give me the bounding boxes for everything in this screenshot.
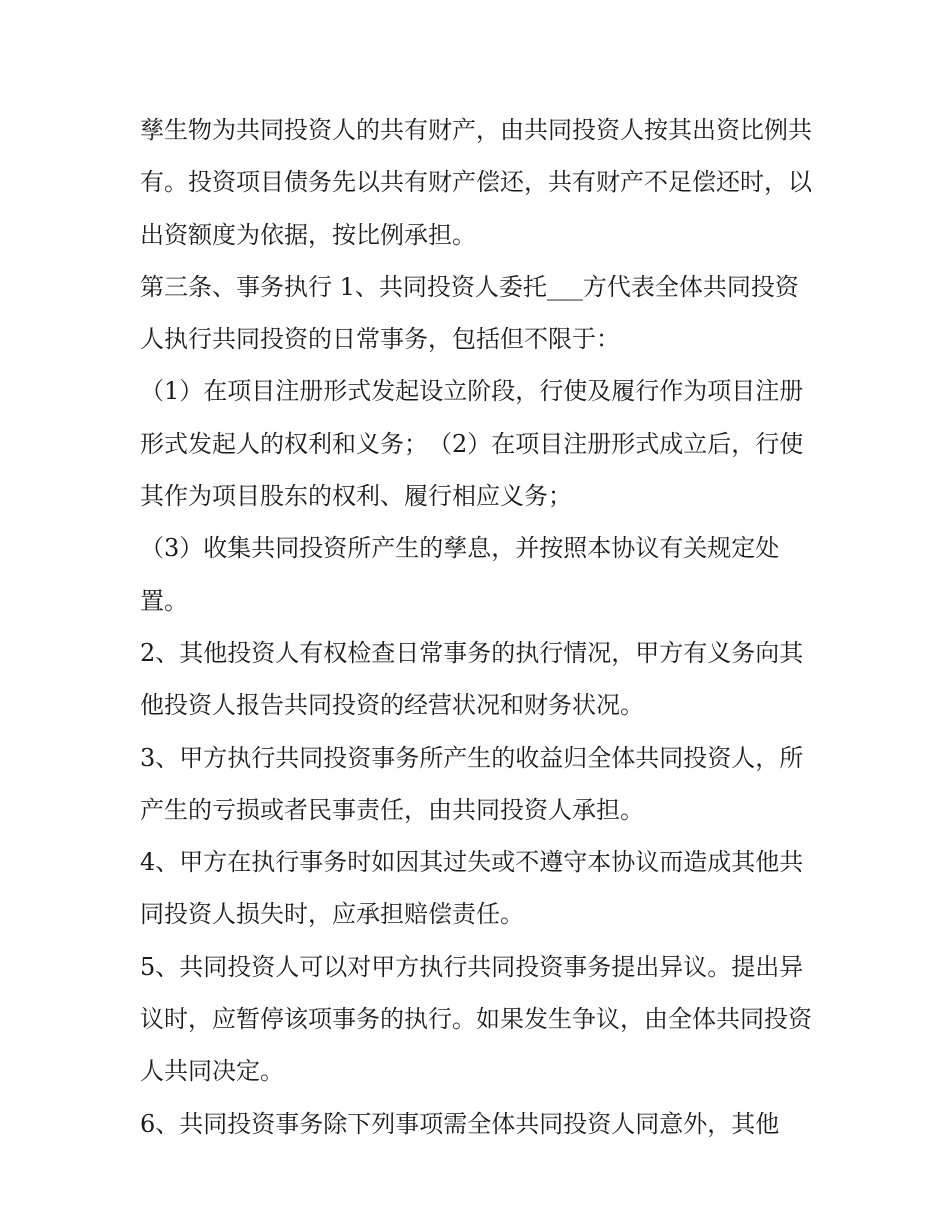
paragraph-clause-4: 4、甲方在执行事务时如因其过失或不遵守本协议而造成其他共同投资人损失时，应承担赔偿责任。 <box>140 848 804 929</box>
paragraph-clause-5: 5、共同投资人可以对甲方执行共同投资事务提出异议。提出异议时，应暂停该项事务的执行。如果发生争议，由全体共同投资人共同决定。 <box>140 952 812 1086</box>
paragraph-clause-6: 6、共同投资事务除下列事项需全体共同投资人同意外，其他 <box>140 1109 780 1138</box>
paragraph-article-three: 第三条、事务执行 1、共同投资人委托___方代表全体共同投资人执行共同投资的日常事务，包括但不限于： <box>140 272 799 354</box>
paragraph-items-1-2: （1）在项目注册形式发起设立阶段，行使及履行作为项目注册形式发起人的权利和义务； （2）在项目注册形式成立后，行使其作为项目股东的权利、履行相应义务； <box>140 377 804 511</box>
paragraph-profit-ownership: 孳生物为共同投资人的共有财产，由共同投资人按其出资比例共有。投资项目债务先以共有财产偿还，共有财产不足偿还时，以出资额度为依据，按比例承担。 <box>140 116 812 249</box>
paragraph-clause-2: 2、其他投资人有权检查日常事务的执行情况，甲方有义务向其他投资人报告共同投资的经营状况和财务状况。 <box>140 638 804 720</box>
paragraph-clause-3: 3、甲方执行共同投资事务所产生的收益归全体共同投资人，所产生的亏损或者民事责任，由共同投资人承担。 <box>140 743 804 824</box>
paragraph-item-3: （3）收集共同投资所产生的孳息，并按照本协议有关规定处置。 <box>140 534 780 615</box>
document-body <box>140 104 820 1150</box>
